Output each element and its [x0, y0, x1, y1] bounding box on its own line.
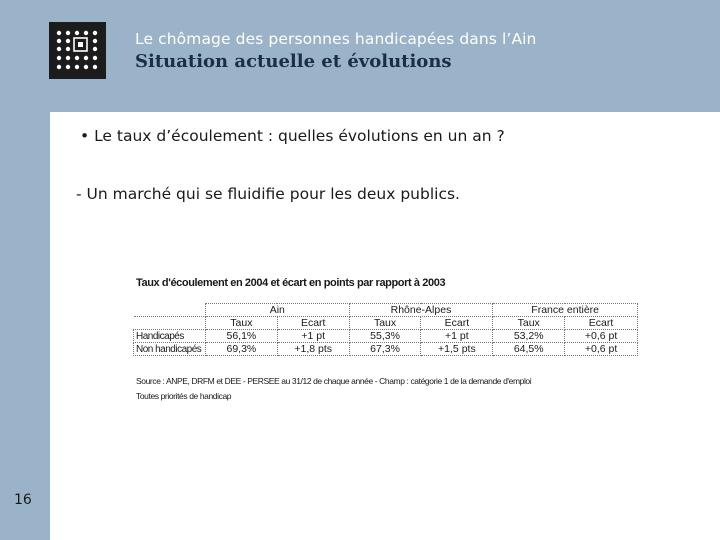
table-corner: [134, 304, 206, 317]
table-cell: +0,6 pt: [565, 330, 638, 343]
bullet-point: • Le taux d’écoulement : quelles évolutions en un an ?: [80, 127, 505, 145]
table-cell: +1 pt: [277, 330, 349, 343]
table-cell: +1,8 pts: [277, 343, 349, 356]
column-header: Taux: [493, 317, 565, 330]
region-header-france: France entière: [493, 304, 638, 317]
region-header-rhone-alpes: Rhône-Alpes: [349, 304, 493, 317]
column-header: Taux: [205, 317, 277, 330]
table-cell: 53,2%: [493, 330, 565, 343]
region-header-ain: Ain: [205, 304, 349, 317]
column-header: Ecart: [421, 317, 493, 330]
table-cell: 64,5%: [493, 343, 565, 356]
data-table: [133, 303, 638, 356]
page-title: Situation actuelle et évolutions: [135, 51, 452, 72]
table-cell: +0,6 pt: [565, 343, 638, 356]
table-source: Source : ANPE, DRFM et DEE - PERSEE au 31/12 de chaque année - Champ : catégorie 1 de la demande d'emploi: [136, 376, 532, 386]
table-cell: +1,5 pts: [421, 343, 493, 356]
row-label: Handicapés: [134, 330, 206, 343]
table-row: [134, 343, 638, 356]
table-cell: 67,3%: [349, 343, 421, 356]
dash-point: - Un marché qui se fluidifie pour les deux publics.: [76, 185, 460, 203]
table-row: [134, 330, 638, 343]
logo-icon: [49, 22, 106, 79]
page-number: 16: [14, 492, 32, 508]
table-cell: 69,3%: [205, 343, 277, 356]
column-header: Ecart: [277, 317, 349, 330]
table-note: Toutes priorités de handicap: [136, 391, 232, 401]
table-region-row: [134, 304, 638, 317]
table-cell: 55,3%: [349, 330, 421, 343]
column-header: Taux: [349, 317, 421, 330]
column-header: Ecart: [565, 317, 638, 330]
table-cell: 56,1%: [205, 330, 277, 343]
table-corner: [134, 317, 206, 330]
table-caption: Taux d'écoulement en 2004 et écart en points par rapport à 2003: [136, 277, 446, 289]
table-cell: +1 pt: [421, 330, 493, 343]
header-subtitle: Le chômage des personnes handicapées dans l’Ain: [135, 30, 537, 48]
row-label: Non handicapés: [134, 343, 206, 356]
table-column-row: [134, 317, 638, 330]
